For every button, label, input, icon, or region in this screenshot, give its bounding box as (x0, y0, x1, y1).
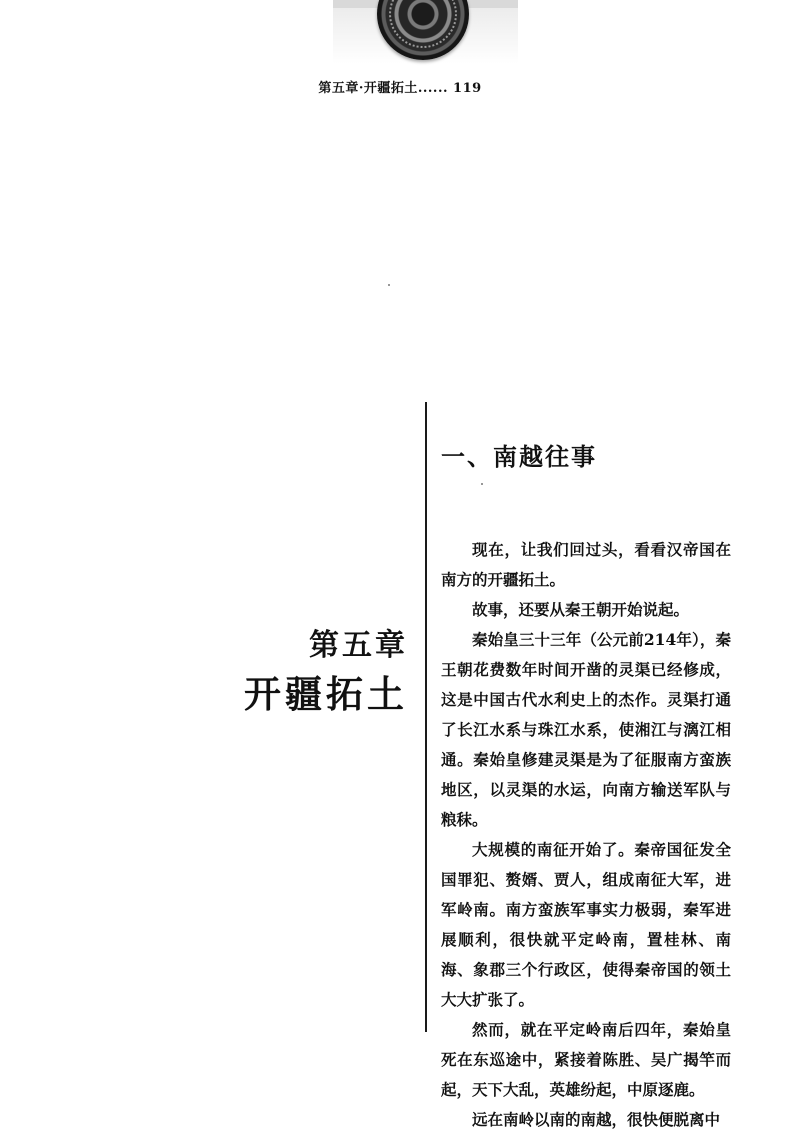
chapter-title: 开疆拓土 (244, 672, 408, 716)
paragraph: 远在南岭以南的南越，很快便脱离中 (472, 1110, 721, 1129)
scan-speck (481, 483, 483, 485)
body-text (441, 535, 731, 1135)
scan-speck (388, 284, 390, 286)
paragraph: 现在，让我们回过头，看看汉帝国在南方的开疆拓土。 (441, 540, 731, 589)
section-heading: 一、南越往事 (441, 442, 597, 471)
vertical-divider (425, 402, 427, 1032)
paragraph: 然而，就在平定岭南后四年，秦始皇死在东巡途中，紧接着陈胜、吴广揭竿而起，天下大乱，英雄纷起，中原逐鹿。 (441, 1020, 731, 1099)
chapter-number: 第五章 (309, 628, 408, 663)
paragraph: 大规模的南征开始了。秦帝国征发全国罪犯、赘婿、贾人，组成南征大军，进军岭南。南方蛮族军事实力极弱，秦军进展顺利，很快就平定岭南，置桂林、南海、象郡三个行政区，使得秦帝国的领土大大扩张了。 (441, 840, 731, 1009)
running-header: 第五章·开疆拓土...... 119 (318, 81, 482, 96)
paragraph: 故事，还要从秦王朝开始说起。 (472, 600, 690, 619)
paragraph: 秦始皇三十三年（公元前214年），秦王朝花费数年时间开凿的灵渠已经修成，这是中国古代水利史上的杰作。灵渠打通了长江水系与珠江水系，使湘江与漓江相通。秦始皇修建灵渠是为了征服南方蛮族地区，以灵渠的水运，向南方输送军队与粮秣。 (441, 630, 731, 829)
